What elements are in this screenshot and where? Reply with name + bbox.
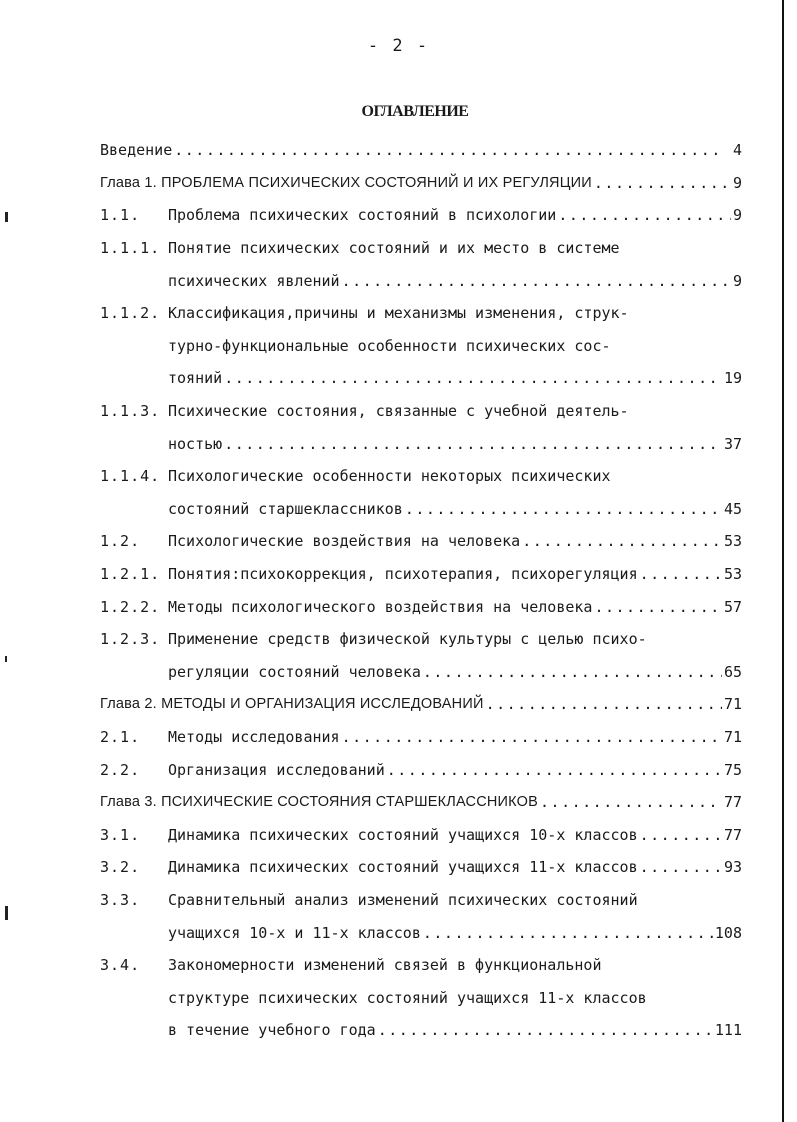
toc-entry-1-1-2-cont2[interactable] <box>100 362 742 395</box>
toc-entry-1-2[interactable] <box>100 525 742 558</box>
toc-entry-text: Методы исследования <box>168 727 340 746</box>
section-number: 1.1.4. <box>100 467 161 486</box>
dot-leader <box>342 272 731 290</box>
section-number: 3.4. <box>100 956 141 975</box>
section-number: 1.1. <box>100 206 141 225</box>
toc-entry-text: Психические состояния, связанные с учебной деятель- <box>168 402 629 421</box>
section-number: 1.2. <box>100 532 141 551</box>
section-number: 1.1.3. <box>100 402 161 421</box>
toc-entry-text: учащихся 10-х и 11-х классов <box>168 923 421 942</box>
toc-entry-1-2-1[interactable] <box>100 558 742 591</box>
toc-entry-1-1-1[interactable] <box>100 232 742 265</box>
toc-page-number: 19 <box>723 369 742 388</box>
toc-entry-1-1[interactable] <box>100 199 742 232</box>
toc-entry-text: турно-функциональные особенности психических сос- <box>168 336 611 355</box>
toc-entry-text: Понятие психических состояний и их место в системе <box>168 239 620 258</box>
toc-entry-text: Понятия:психокоррекция, психотерапия, психорегуляция <box>168 565 638 584</box>
toc-page-number: 53 <box>723 565 742 584</box>
toc-entry-text: Психологические воздействия на человека <box>168 532 521 551</box>
toc-entry-text: Динамика психических состояний учащихся 11-х классов <box>168 858 638 877</box>
toc-entry-text: структуре психических состояний учащихся 11-х классов <box>168 988 647 1007</box>
toc-entry-1-2-3[interactable] <box>100 623 742 656</box>
toc-page-number: 9 <box>732 271 742 290</box>
toc-entry-chapter-1[interactable] <box>100 167 742 200</box>
dot-leader <box>342 728 722 746</box>
toc-page-number: 4 <box>732 141 742 160</box>
toc-page-number: 37 <box>723 434 742 453</box>
scan-mark <box>5 906 8 920</box>
dot-leader <box>640 858 722 876</box>
toc-page-number: 77 <box>723 793 742 812</box>
dot-leader <box>224 435 722 453</box>
dot-leader <box>640 565 722 583</box>
scan-mark <box>5 212 8 222</box>
toc-page-number: 77 <box>723 825 742 844</box>
toc-entry-1-1-3-cont[interactable] <box>100 427 742 460</box>
toc-entry-1-1-4-cont[interactable] <box>100 493 742 526</box>
toc-page-number: 45 <box>723 499 742 518</box>
toc-entry-text: тояний <box>168 369 223 388</box>
dot-leader <box>423 924 713 942</box>
toc-entry-text: Глава 1. ПРОБЛЕМА ПСИХИЧЕСКИХ СОСТОЯНИЙ И ИХ РЕГУЛЯЦИИ <box>100 174 592 191</box>
dot-leader <box>522 532 722 550</box>
dot-leader <box>558 206 731 224</box>
section-number: 1.1.1. <box>100 239 161 258</box>
toc-entry-text: состояний старшеклассников <box>168 499 403 518</box>
toc-entry-text: регуляции состояний человека <box>168 662 421 681</box>
toc-entry-3-3[interactable] <box>100 884 742 917</box>
toc-entry-text: Применение средств физической культуры с целью психо- <box>168 630 647 649</box>
dot-leader <box>486 695 722 713</box>
page-edge-line <box>782 0 784 1122</box>
dot-leader <box>405 500 722 518</box>
section-number: 1.2.2. <box>100 597 161 616</box>
toc-page-number: 53 <box>723 532 742 551</box>
page-number: - 2 - <box>367 36 430 56</box>
toc-entry-text: Проблема психических состояний в психологии <box>168 206 557 225</box>
section-number: 2.2. <box>100 760 141 779</box>
toc-entry-1-1-4[interactable] <box>100 460 742 493</box>
toc-entry-text: Закономерности изменений связей в функциональной <box>168 956 602 975</box>
toc-entry-3-4[interactable] <box>100 949 742 982</box>
toc-page-number: 65 <box>723 662 742 681</box>
toc-entry-3-2[interactable] <box>100 851 742 884</box>
toc-page-number: 9 <box>732 173 742 192</box>
toc-entry-3-4-cont2[interactable] <box>100 1014 742 1047</box>
dot-leader <box>423 663 722 681</box>
section-number: 2.1. <box>100 727 141 746</box>
toc-page-number: 57 <box>723 597 742 616</box>
toc-entry-text: Динамика психических состояний учащихся 10-х классов <box>168 825 638 844</box>
toc-entry-1-2-3-cont[interactable] <box>100 656 742 689</box>
dot-leader <box>378 1021 713 1039</box>
toc-page-number: 71 <box>723 695 742 714</box>
dot-leader <box>594 174 731 192</box>
toc-title: ОГЛАВЛЕНИЕ <box>361 103 469 120</box>
toc-page-number: 9 <box>732 206 742 225</box>
dot-leader <box>640 826 722 844</box>
toc-page-number: 75 <box>723 760 742 779</box>
toc-entry-text: Введение <box>100 141 173 160</box>
toc-entry-1-1-2[interactable] <box>100 297 742 330</box>
toc-entry-chapter-2[interactable] <box>100 688 742 721</box>
toc-entry-3-3-cont[interactable] <box>100 916 742 949</box>
toc-entry-1-2-2[interactable] <box>100 590 742 623</box>
toc-entry-text: психических явлений <box>168 271 340 290</box>
toc-entry-text: Психологические особенности некоторых психических <box>168 467 611 486</box>
dot-leader <box>540 793 722 811</box>
section-number: 1.2.3. <box>100 630 161 649</box>
toc-entry-1-1-3[interactable] <box>100 395 742 428</box>
section-number: 3.2. <box>100 858 141 877</box>
toc-entry-intro[interactable] <box>100 134 742 167</box>
section-number: 1.1.2. <box>100 304 161 323</box>
toc-entry-chapter-3[interactable] <box>100 786 742 819</box>
dot-leader <box>224 369 722 387</box>
toc-page-number: 93 <box>723 858 742 877</box>
toc-entry-text: Сравнительный анализ изменений психических состояний <box>168 890 638 909</box>
toc-entry-3-1[interactable] <box>100 818 742 851</box>
section-number: 3.1. <box>100 825 141 844</box>
toc-entry-text: Глава 2. МЕТОДЫ И ОРГАНИЗАЦИЯ ИССЛЕДОВАНИЙ <box>100 696 484 713</box>
dot-leader <box>594 598 721 616</box>
toc-entry-text: Глава 3. ПСИХИЧЕСКИЕ СОСТОЯНИЯ СТАРШЕКЛАССНИКОВ <box>100 794 539 811</box>
toc-page-number: 71 <box>723 727 742 746</box>
section-number: 3.3. <box>100 890 141 909</box>
toc-entry-text: ностью <box>168 434 223 453</box>
toc-entry-text: Классификация,причины и механизмы изменения, струк- <box>168 304 629 323</box>
dot-leader <box>387 761 722 779</box>
toc-entry-text: в течение учебного года <box>168 1021 376 1040</box>
toc-page-number: 111 <box>714 1021 742 1040</box>
toc-entry-2-2[interactable] <box>100 753 742 786</box>
toc-page-number: 108 <box>714 923 742 942</box>
table-of-contents <box>100 134 742 1047</box>
toc-entry-1-1-2-cont[interactable] <box>100 330 742 363</box>
toc-entry-text: Организация исследований <box>168 760 385 779</box>
dot-leader <box>174 141 725 159</box>
scan-mark <box>5 656 7 662</box>
toc-entry-text: Методы психологического воздействия на человека <box>168 597 593 616</box>
toc-entry-1-1-1-cont[interactable] <box>100 264 742 297</box>
toc-entry-3-4-cont[interactable] <box>100 981 742 1014</box>
section-number: 1.2.1. <box>100 565 161 584</box>
toc-entry-2-1[interactable] <box>100 721 742 754</box>
